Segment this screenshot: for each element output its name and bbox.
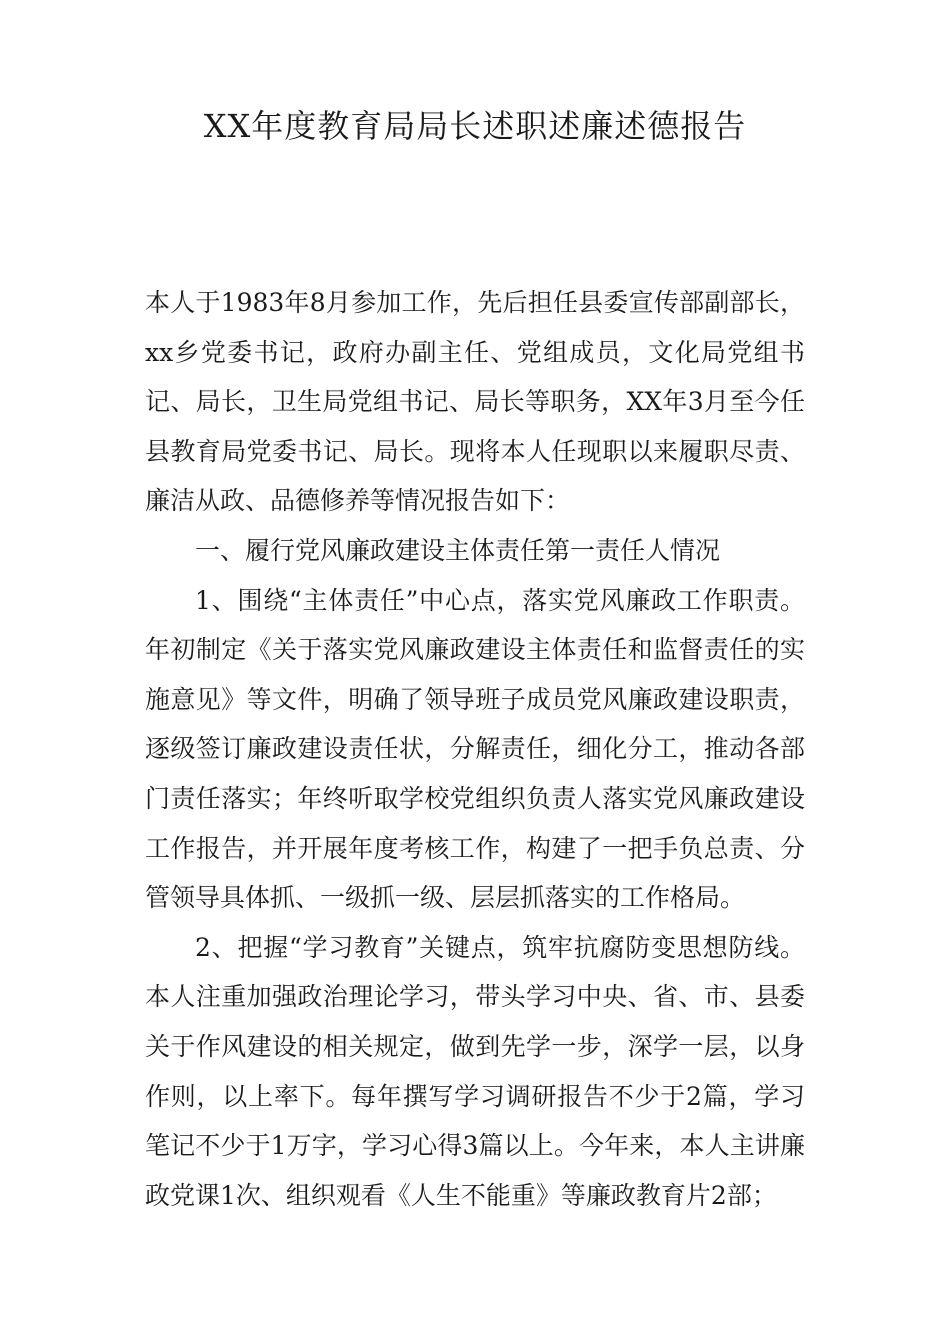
paragraph-item-1: 1、围绕“主体责任”中心点，落实党风廉政工作职责。年初制定《关于落实党风廉政建设主体责任和监督责任的实施意见》等文件，明确了领导班子成员党风廉政建设职责，逐级签订廉政建设责任状，分解责任，细化分工，推动各部门责任落实；年终听取学校党组织负责人落实党风廉政建设工作报告，并开展年度考核工作，构建了一把手负总责、分管领导具体抓、一级抓一级、层层抓落实的工作格局。: [145, 585, 805, 913]
document-title: XX年度教育局局长述职述廉述德报告: [203, 107, 747, 145]
paragraph-item-2: 2、把握“学习教育”关键点，筑牢抗腐防变思想防线。本人注重加强政治理论学习，带头学习中央、省、市、县委关于作风建设的相关规定，做到先学一步，深学一层，以身作则，以上率下。每年撰写学习调研报告不少于2篇，学习笔记不少于1万字，学习心得3篇以上。今年来，本人主讲廉政党课1次、组织观看《人生不能重》等廉政教育片2部；: [145, 932, 805, 1210]
document-body: [145, 278, 805, 1220]
section-heading-1: 一、履行党风廉政建设主体责任第一责任人情况: [195, 535, 721, 565]
intro-paragraph: 本人于1983年8月参加工作，先后担任县委宣传部副部长，xx乡党委书记，政府办副主任、党组成员，文化局党组书记、局长，卫生局党组书记、局长等职务，XX年3月至今任县教育局党委书记、局长。现将本人任现职以来履职尽责、廉洁从政、品德修养等情况报告如下：: [145, 288, 805, 516]
